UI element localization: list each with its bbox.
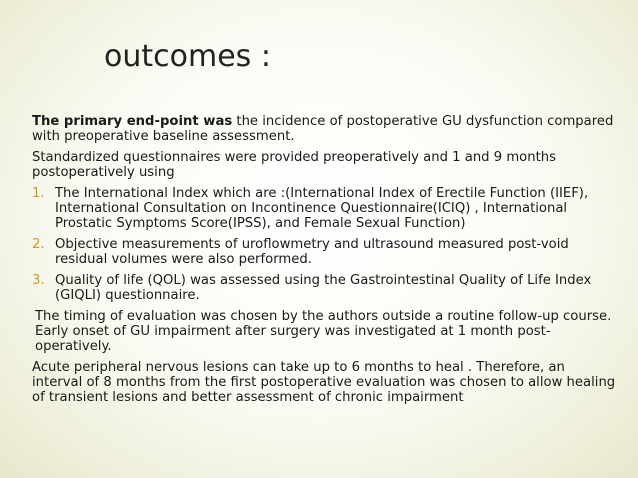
list-item-text: Objective measurements of uroflowmetry and ultrasound measured post-void residual volumes were also performed.: [55, 237, 569, 267]
list-item: [32, 237, 618, 267]
acute-lesions-paragraph: Acute peripheral nervous lesions can take up to 6 months to heal . Therefore, an interval of 8 months from the first postoperative evaluation was chosen to allow healing of transient lesions and better assessment of chronic impairment: [32, 360, 616, 405]
primary-endpoint-paragraph: [32, 114, 618, 144]
list-number: 2.: [32, 237, 45, 252]
list-item: [32, 186, 618, 231]
list-item-text: Quality of life (QOL) was assessed using the Gastrointestinal Quality of Life Index (GIQLI) questionnaire.: [55, 273, 592, 303]
primary-endpoint-text: the incidence of postoperative GU dysfunction compared with preoperative baseline assessment.: [32, 114, 614, 144]
slide-body: [32, 114, 618, 411]
list-number: 1.: [32, 186, 45, 201]
slide-title: outcomes :: [104, 39, 271, 74]
questionnaires-paragraph: Standardized questionnaires were provided preoperatively and 1 and 9 months postoperatively using: [32, 150, 556, 180]
primary-endpoint-label: The primary end-point was: [32, 114, 233, 129]
list-item-text: The International Index which are :(International Index of Erectile Function (IIEF), International Consultation on Incontinence Questionnaire(ICIQ) , International Prostatic Symptoms Score(IPSS), and Female Sexual Function): [55, 186, 589, 231]
assessment-list: [32, 186, 618, 303]
list-item: [32, 273, 618, 303]
timing-paragraph: The timing of evaluation was chosen by the authors outside a routine follow-up course. Early onset of GU impairment after surgery was investigated at 1 month post-operatively.: [35, 309, 612, 354]
list-number: 3.: [32, 273, 45, 288]
